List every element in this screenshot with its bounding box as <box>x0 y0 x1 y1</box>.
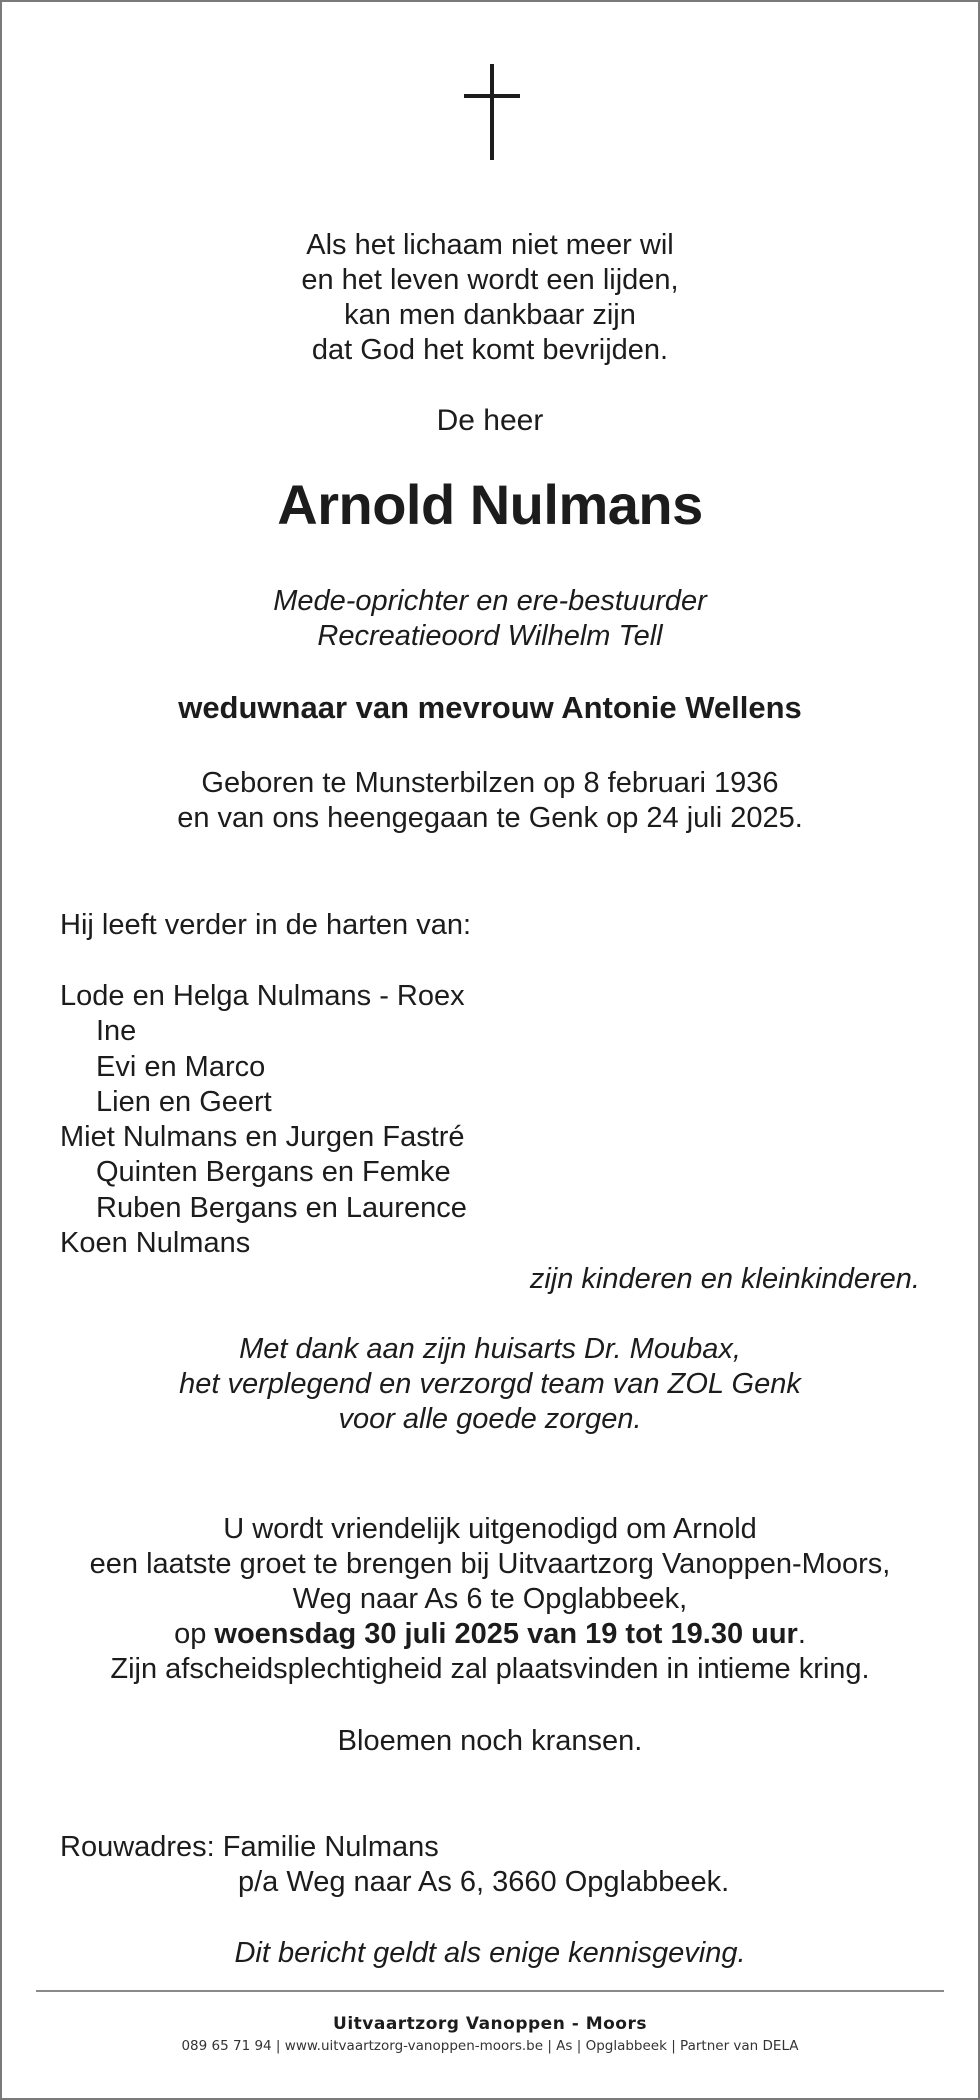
invite-datetime: woensdag 30 juli 2025 van 19 tot 19.30 uur <box>214 1618 798 1650</box>
invite-line: Zijn afscheidsplechtigheid zal plaatsvinden in intieme kring. <box>110 1653 870 1685</box>
mourning-address: Rouwadres: Familie Nulmans <box>60 1831 439 1863</box>
spouse-line: weduwnaar van mevrouw Antonie Wellens <box>178 690 802 725</box>
invite-line: Weg naar As 6 te Opglabbeek, <box>292 1583 688 1615</box>
mourning-address-street: p/a Weg naar As 6, 3660 Opglabbeek. <box>238 1866 730 1898</box>
invite-suffix: . <box>797 1618 806 1650</box>
thanks-line: voor alle goede zorgen. <box>338 1403 642 1435</box>
birth-death-dates <box>2 766 978 836</box>
family-list <box>60 979 467 1261</box>
invite-date-line <box>2 1617 978 1652</box>
role <box>2 584 978 654</box>
family-member: Ine <box>96 1015 137 1048</box>
family-member: Miet Nulmans en Jurgen Fastré <box>60 1121 465 1154</box>
family-closing: zijn kinderen en kleinkinderen. <box>529 1263 920 1295</box>
deceased-name: Arnold Nulmans <box>277 473 703 536</box>
invite-prefix: op <box>174 1618 215 1650</box>
family-member: Ruben Bergans en Laurence <box>96 1191 467 1224</box>
invite-line: U wordt vriendelijk uitgenodigd om Arnold <box>223 1513 757 1545</box>
funeral-home-name: Uitvaartzorg Vanoppen - Moors <box>333 2014 647 2034</box>
flowers-note: Bloemen noch kransen. <box>337 1725 643 1757</box>
birth-line: Geboren te Munsterbilzen op 8 februari 1936 <box>201 767 779 799</box>
honorific: De heer <box>436 404 544 437</box>
latin-cross-icon <box>464 64 520 160</box>
thanks-line: Met dank aan zijn huisarts Dr. Moubax, <box>239 1333 741 1365</box>
thanks <box>2 1332 978 1437</box>
family-member: Quinten Bergans en Femke <box>96 1156 451 1189</box>
family-intro: Hij leeft verder in de harten van: <box>60 909 472 941</box>
family-member: Lode en Helga Nulmans - Roex <box>60 980 465 1012</box>
funeral-home-contact: 089 65 71 94 | www.uitvaartzorg-vanoppen-moors.be | As | Opglabbeek | Partner van DELA <box>181 2038 799 2054</box>
poem-line: kan men dankbaar zijn <box>344 299 636 331</box>
role-line: Mede-oprichter en ere-bestuurder <box>273 585 707 617</box>
family-member: Koen Nulmans <box>60 1227 251 1260</box>
poem <box>2 228 978 368</box>
poem-line: en het leven wordt een lijden, <box>301 264 679 296</box>
role-line: Recreatieoord Wilhelm Tell <box>317 620 663 652</box>
family-member: Lien en Geert <box>96 1085 272 1118</box>
thanks-line: het verplegend en verzorgd team van ZOL Genk <box>179 1368 801 1400</box>
poem-line: dat God het komt bevrijden. <box>311 334 669 366</box>
poem-line: Als het lichaam niet meer wil <box>306 229 674 261</box>
notice-line: Dit bericht geldt als enige kennisgeving. <box>234 1937 746 1969</box>
death-line: en van ons heengegaan te Genk op 24 juli 2025. <box>177 802 803 834</box>
invitation <box>2 1512 978 1687</box>
invite-line: een laatste groet te brengen bij Uitvaartzorg Vanoppen-Moors, <box>89 1548 891 1580</box>
footer-divider <box>36 1990 944 1992</box>
family-member: Evi en Marco <box>96 1050 266 1083</box>
